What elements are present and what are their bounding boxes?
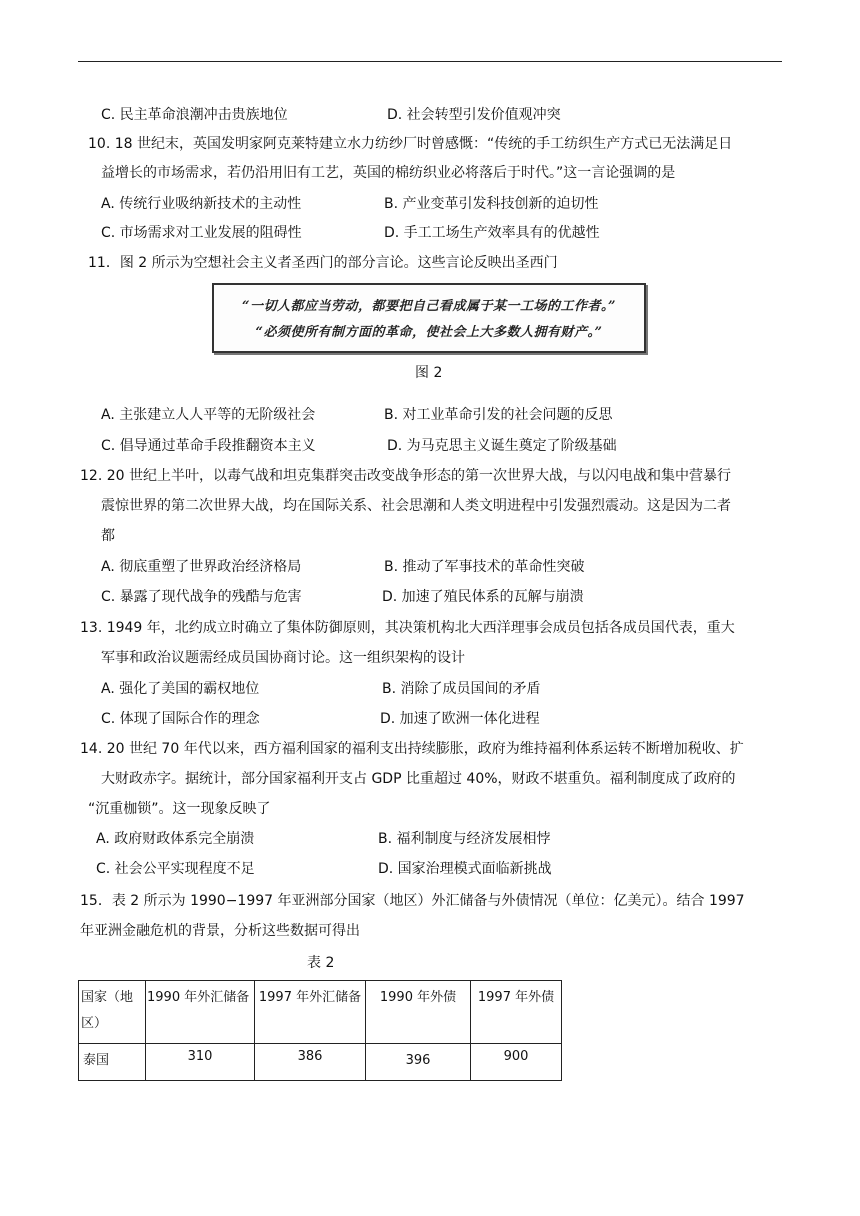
row-debt-1997: 900 <box>503 1049 529 1064</box>
header-country: 国家（地区） <box>81 990 134 1031</box>
row-debt-1990: 396 <box>405 1053 431 1068</box>
forex-debt-table <box>78 980 562 1081</box>
figure-quote-line2: “必须使所有制方面的革命，使社会上大多数人拥有财产。” <box>255 325 603 340</box>
table-cell <box>366 1044 471 1081</box>
q13-stem-line2: 军事和政治议题需经成员国协商讨论。这一组织架构的设计 <box>101 650 465 666</box>
q12-stem-line2: 震惊世界的第二次世界大战，均在国际关系、社会思潮和人类文明进程中引发强烈震动。这是因为二者 <box>101 498 731 514</box>
q10-option-a: A. 传统行业吸纳新技术的主动性 <box>101 196 302 212</box>
q10-option-b: B. 产业变革引发科技创新的迫切性 <box>384 196 599 212</box>
q12-stem-line3: 都 <box>101 528 115 544</box>
q11-option-a: A. 主张建立人人平等的无阶级社会 <box>101 407 316 423</box>
q9-option-c: C. 民主革命浪潮冲击贵族地位 <box>101 107 288 123</box>
q11-option-d: D. 为马克思主义诞生奠定了阶级基础 <box>387 438 617 454</box>
table-header-cell <box>146 981 255 1044</box>
row-country: 泰国 <box>83 1053 110 1068</box>
table-row <box>79 1044 562 1081</box>
table-header-cell <box>366 981 471 1044</box>
q14-option-b: B. 福利制度与经济发展相悖 <box>378 831 551 847</box>
figure-caption: 图 2 <box>415 365 443 381</box>
q11-option-c: C. 倡导通过革命手段推翻资本主义 <box>101 438 316 454</box>
q14-option-c: C. 社会公平实现程度不足 <box>96 861 255 877</box>
q15-stem-line2: 年亚洲金融危机的背景，分析这些数据可得出 <box>80 923 360 939</box>
table-header-row <box>79 981 562 1044</box>
q12-option-a: A. 彻底重塑了世界政治经济格局 <box>101 559 302 575</box>
header-forex-1997: 1997 年外汇储备 <box>258 990 362 1005</box>
q10-stem-line1: 10. 18 世纪末，英国发明家阿克莱特建立水力纺纱厂时曾感慨：“传统的手工纺织生产方式已无法满足日 <box>88 136 733 152</box>
table-cell <box>255 1044 366 1081</box>
q14-option-a: A. 政府财政体系完全崩溃 <box>96 831 255 847</box>
q15-stem-line1: 15．表 2 所示为 1990−1997 年亚洲部分国家（地区）外汇储备与外债情况（单位：亿美元）。结合 1997 <box>80 893 745 909</box>
q13-option-a: A. 强化了美国的霸权地位 <box>101 681 260 697</box>
table-header-cell <box>255 981 366 1044</box>
q14-stem-line3: “沉重枷锁”。这一现象反映了 <box>88 801 271 817</box>
q13-stem-line1: 13. 1949 年，北约成立时确立了集体防御原则，其决策机构北大西洋理事会成员包括各成员国代表，重大 <box>80 620 735 636</box>
figure-2-quote-box <box>212 283 646 353</box>
q12-stem-line1: 12. 20 世纪上半叶，以毒气战和坦克集群突击改变战争形态的第一次世界大战，与以闪电战和集中营暴行 <box>80 468 731 484</box>
q10-option-c: C. 市场需求对工业发展的阻碍性 <box>101 225 302 241</box>
q13-option-b: B. 消除了成员国间的矛盾 <box>382 681 541 697</box>
row-forex-1997: 386 <box>297 1049 323 1064</box>
q10-option-d: D. 手工工场生产效率具有的优越性 <box>384 225 600 241</box>
q12-option-c: C. 暴露了现代战争的残酷与危害 <box>101 589 302 605</box>
q12-option-b: B. 推动了军事技术的革命性突破 <box>384 559 585 575</box>
header-forex-1990: 1990 年外汇储备 <box>147 990 250 1005</box>
header-debt-1997: 1997 年外债 <box>477 990 555 1005</box>
q12-option-d: D. 加速了殖民体系的瓦解与崩溃 <box>382 589 584 605</box>
row-forex-1990: 310 <box>187 1049 213 1064</box>
q9-option-d: D. 社会转型引发价值观冲突 <box>387 107 561 123</box>
table-header-cell <box>471 981 562 1044</box>
q14-stem-line1: 14. 20 世纪 70 年代以来，西方福利国家的福利支出持续膨胀，政府为维持福利体系运转不断增加税收、扩 <box>80 741 744 757</box>
table-caption: 表 2 <box>307 955 335 971</box>
q10-stem-line2: 益增长的市场需求，若仍沿用旧有工艺，英国的棉纺织业必将落后于时代。”这一言论强调的是 <box>101 165 676 181</box>
table-cell <box>471 1044 562 1081</box>
table-header-cell <box>79 981 146 1044</box>
q11-stem: 11．图 2 所示为空想社会主义者圣西门的部分言论。这些言论反映出圣西门 <box>88 255 558 271</box>
figure-quote-line1: “一切人都应当劳动，都要把自己看成属于某一工场的工作者。” <box>242 299 616 314</box>
table-cell <box>79 1044 146 1081</box>
header-debt-1990: 1990 年外债 <box>379 990 457 1005</box>
q13-option-d: D. 加速了欧洲一体化进程 <box>380 711 540 727</box>
header-rule <box>78 61 782 62</box>
q11-option-b: B. 对工业革命引发的社会问题的反思 <box>384 407 613 423</box>
q14-option-d: D. 国家治理模式面临新挑战 <box>378 861 552 877</box>
q13-option-c: C. 体现了国际合作的理念 <box>101 711 260 727</box>
table-cell <box>146 1044 255 1081</box>
q14-stem-line2: 大财政赤字。据统计，部分国家福利开支占 GDP 比重超过 40%，财政不堪重负。福利制度成了政府的 <box>101 771 736 787</box>
